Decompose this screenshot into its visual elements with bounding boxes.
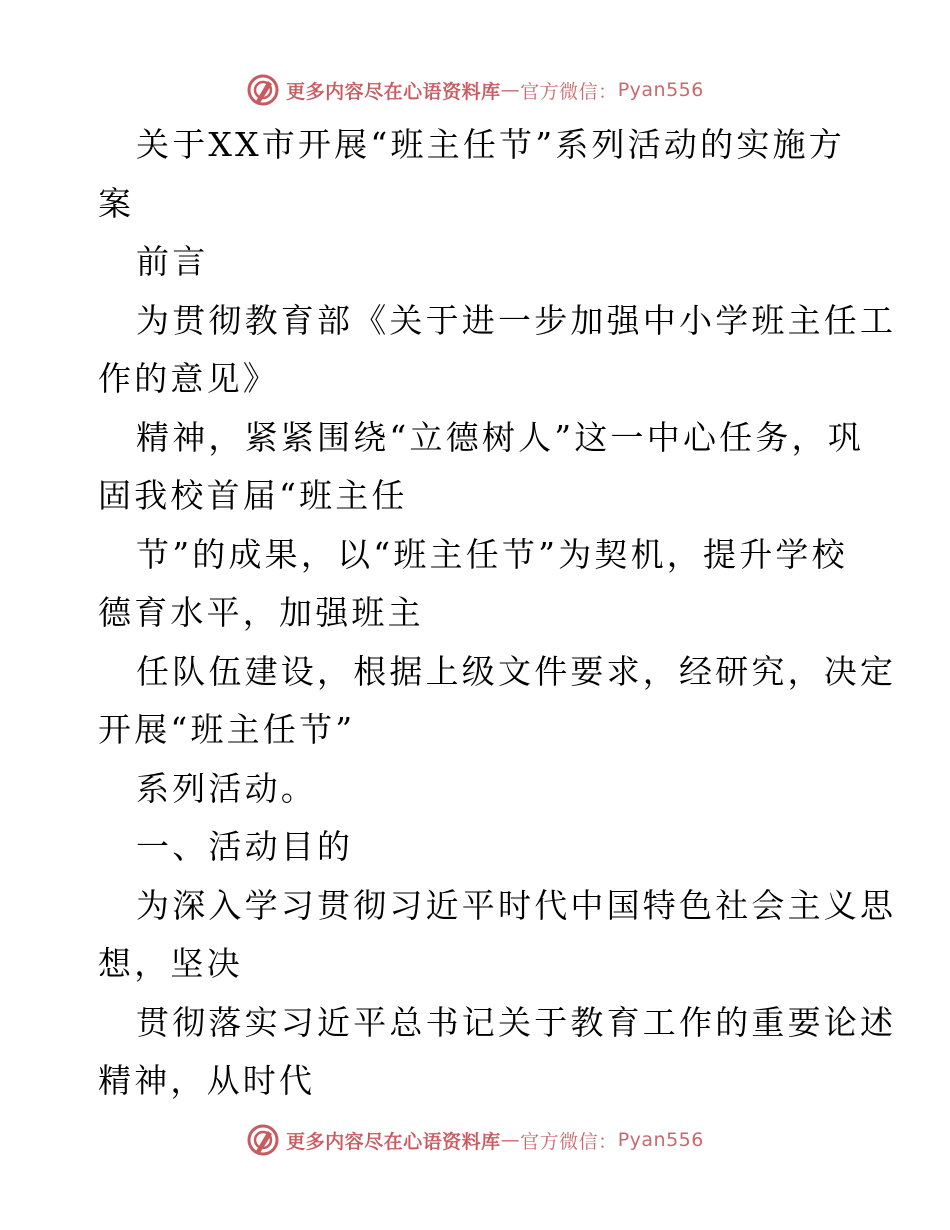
watermark-separator: — [500,79,521,101]
pen-logo-icon [246,73,280,107]
document-line: 想，坚决 [98,944,243,983]
watermark-wechat-label: 官方微信： [520,80,618,103]
document-line: 前言 [136,242,209,281]
document-line: 案 [98,183,135,223]
watermark-wechat-id: Pyan556 [617,79,704,101]
watermark-wechat-id: Pyan556 [617,1129,704,1151]
document-line: 固我校首届“班主任 [98,476,408,515]
document-line: 精神，紧紧围绕“立德树人”这一中心任务，巩 [136,417,864,457]
pen-logo-icon [246,1123,280,1157]
document-line: 开展“班主任节” [98,710,356,749]
document-line: 作的意见》 [98,359,279,398]
document-line: 系列活动。 [136,768,317,808]
watermark-header [0,72,950,108]
watermark-footer [0,1122,950,1158]
watermark-wechat-label: 官方微信： [520,1130,618,1153]
document-line: 德育水平，加强班主 [98,593,424,632]
document-line: 一、活动目的 [136,827,354,866]
document-line: 任队伍建设，根据上级文件要求，经研究，决定 [136,651,897,691]
watermark-main-text: 更多内容尽在心语资料库 [286,1130,501,1153]
document-line: 为贯彻教育部《关于进一步加强中小学班主任工 [136,300,897,340]
document-line: 节”的成果，以“班主任节”为契机，提升学校 [136,534,848,574]
document-line: 贯彻落实习近平总书记关于教育工作的重要论述 [136,1002,897,1042]
document-body [98,116,897,1111]
document-line: 关于XX市开展“班主任节”系列活动的实施方 [136,125,845,164]
document-line: 精神，从时代 [98,1061,316,1100]
watermark-main-text: 更多内容尽在心语资料库 [286,80,501,103]
document-line: 为深入学习贯彻习近平时代中国特色社会主义思 [136,885,897,925]
watermark-separator: — [500,1129,521,1151]
